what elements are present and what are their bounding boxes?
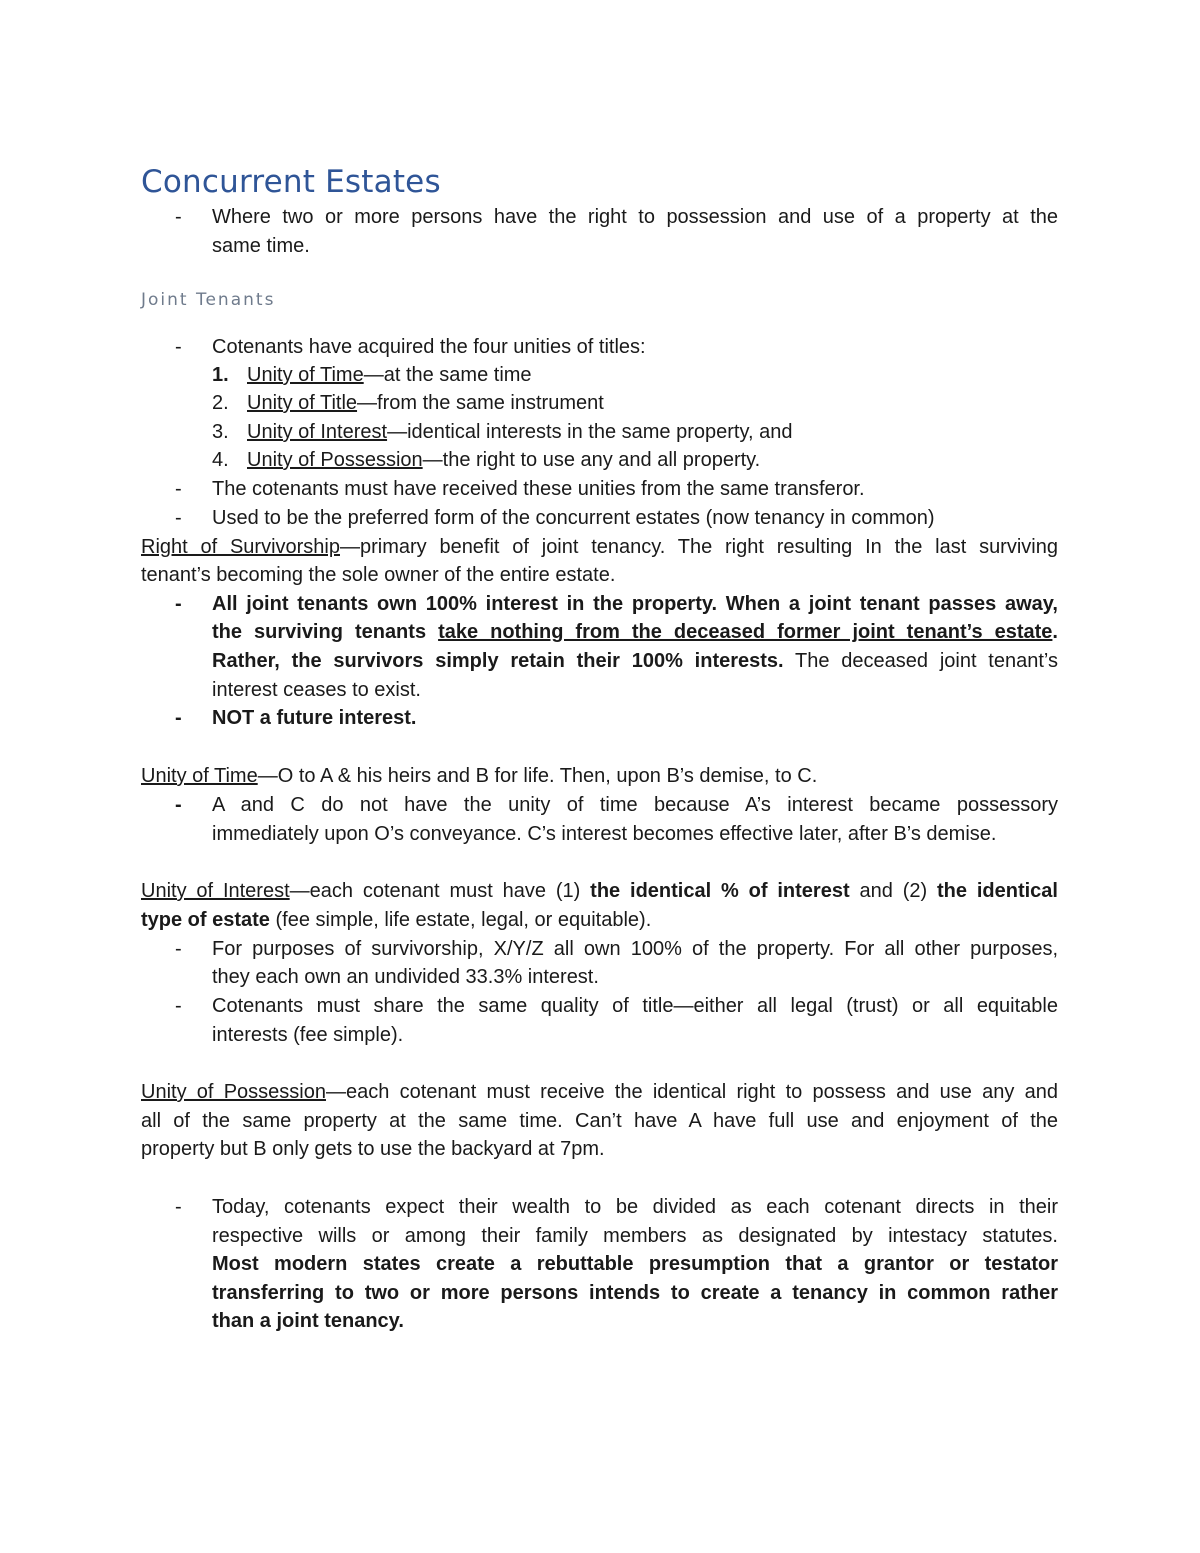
today-line-2: respective wills or among their family members as designated by intestacy statutes. xyxy=(212,1225,1058,1247)
unity-desc: —from the same instrument xyxy=(357,392,604,414)
unity-time-heading xyxy=(141,762,817,791)
bold-span: the identical xyxy=(937,880,1058,902)
text-span: and (2) xyxy=(849,880,937,902)
unity-possession-line-1 xyxy=(141,1078,1058,1107)
intro-line-1: Where two or more persons have the right to possession and use of a property at the xyxy=(212,206,1058,228)
text-span: (fee simple, life estate, legal, or equitable). xyxy=(269,909,652,931)
text-span: —O to A & his heirs and B for life. Then, upon B’s demise, to C. xyxy=(257,765,818,787)
survivorship-term: Right of Survivorship xyxy=(141,536,340,558)
bullet-dash: - xyxy=(175,995,182,1017)
page-title: Concurrent Estates xyxy=(141,164,441,200)
unity-term: Unity of Possession xyxy=(247,449,423,471)
unity-item xyxy=(247,418,792,447)
unity-possession-line-3: property but B only gets to use the backyard at 7pm. xyxy=(141,1138,605,1160)
unity-item xyxy=(247,446,760,475)
unity-interest-bullet-1-line-1: For purposes of survivorship, X/Y/Z all own 100% of the property. For all other purposes, xyxy=(212,938,1058,960)
unity-possession-term: Unity of Possession xyxy=(141,1081,326,1103)
bullet-dash: - xyxy=(175,206,182,228)
today-line-1: Today, cotenants expect their wealth to be divided as each cotenant directs in their xyxy=(212,1196,1058,1218)
bullet-dash: - xyxy=(175,938,182,960)
survivorship-bullet-line-2 xyxy=(212,618,1058,647)
survivorship-bullet-line-4: interest ceases to exist. xyxy=(212,679,421,701)
list-number: 1. xyxy=(212,364,229,386)
unity-interest-bullet-1-line-2: they each own an undivided 33.3% interest. xyxy=(212,966,599,988)
unities-intro: Cotenants have acquired the four unities of titles: xyxy=(212,336,646,358)
bullet-dash: - xyxy=(175,507,182,529)
text-span: —each cotenant must receive the identical right to possess and use any and xyxy=(325,1081,1058,1103)
text-span: —each cotenant must have (1) xyxy=(289,880,591,902)
unity-interest-bullet-2-line-2: interests (fee simple). xyxy=(212,1024,404,1046)
unity-term: Unity of Interest xyxy=(247,421,388,443)
bullet-dash: - xyxy=(175,478,182,500)
bullet-dash: - xyxy=(175,794,182,816)
unity-time-term: Unity of Time xyxy=(141,765,258,787)
list-number: 3. xyxy=(212,421,229,443)
unity-item xyxy=(247,389,604,418)
text-span: The deceased joint tenant’s xyxy=(783,650,1058,672)
unity-interest-bullet-2-line-1: Cotenants must share the same quality of title—either all legal (trust) or all equitable xyxy=(212,995,1058,1017)
bullet-dash: - xyxy=(175,336,182,358)
survivorship-bullet-line-3 xyxy=(212,647,1058,676)
unity-time-bullet-line-1: A and C do not have the unity of time because A’s interest became possessory xyxy=(212,794,1058,816)
section-heading: Joint Tenants xyxy=(141,290,276,310)
bullet-dash: - xyxy=(175,707,182,729)
unity-desc: —identical interests in the same property, and xyxy=(387,421,793,443)
unity-term: Unity of Title xyxy=(247,392,358,414)
bullet-text: The cotenants must have received these unities from the same transferor. xyxy=(212,478,865,500)
intro-line-2: same time. xyxy=(212,235,310,257)
underlined-span: take nothing from the deceased former joint tenant’s estate xyxy=(438,621,1053,643)
text-span: the surviving tenants xyxy=(212,621,439,643)
unity-possession-line-2: all of the same property at the same time. Can’t have A have full use and enjoyment of the xyxy=(141,1110,1058,1132)
unity-interest-line-1 xyxy=(141,877,1058,906)
list-number: 4. xyxy=(212,449,229,471)
survivorship-line-2: tenant’s becoming the sole owner of the entire estate. xyxy=(141,564,616,586)
unity-interest-line-2 xyxy=(141,906,651,935)
bullet-text: NOT a future interest. xyxy=(212,707,417,729)
unity-interest-term: Unity of Interest xyxy=(141,880,290,902)
today-bold-line-2: transferring to two or more persons intends to create a tenancy in common rather xyxy=(212,1282,1058,1304)
unity-time-bullet-line-2: immediately upon O’s conveyance. C’s interest becomes effective later, after B’s demise. xyxy=(212,823,997,845)
bullet-dash: - xyxy=(175,1196,182,1218)
text-span: . xyxy=(1052,621,1058,643)
list-number: 2. xyxy=(212,392,229,414)
today-bold-line-1: Most modern states create a rebuttable presumption that a grantor or testator xyxy=(212,1253,1058,1275)
survivorship-bullet-line-1: All joint tenants own 100% interest in the property. When a joint tenant passes away, xyxy=(212,593,1058,615)
survivorship-line-1 xyxy=(141,533,1058,562)
today-bold-line-3: than a joint tenancy. xyxy=(212,1310,404,1332)
bullet-dash: - xyxy=(175,593,182,615)
unity-term: Unity of Time xyxy=(247,364,364,386)
unity-desc: —at the same time xyxy=(363,364,532,386)
unity-item xyxy=(247,361,532,390)
bold-span: the identical % of interest xyxy=(590,880,850,902)
bold-span: type of estate xyxy=(141,909,270,931)
survivorship-text: —primary benefit of joint tenancy. The right resulting In the last surviving xyxy=(339,536,1058,558)
unity-desc: —the right to use any and all property. xyxy=(422,449,761,471)
bullet-text: Used to be the preferred form of the concurrent estates (now tenancy in common) xyxy=(212,507,935,529)
bold-span: Rather, the survivors simply retain their 100% interests. xyxy=(212,650,784,672)
